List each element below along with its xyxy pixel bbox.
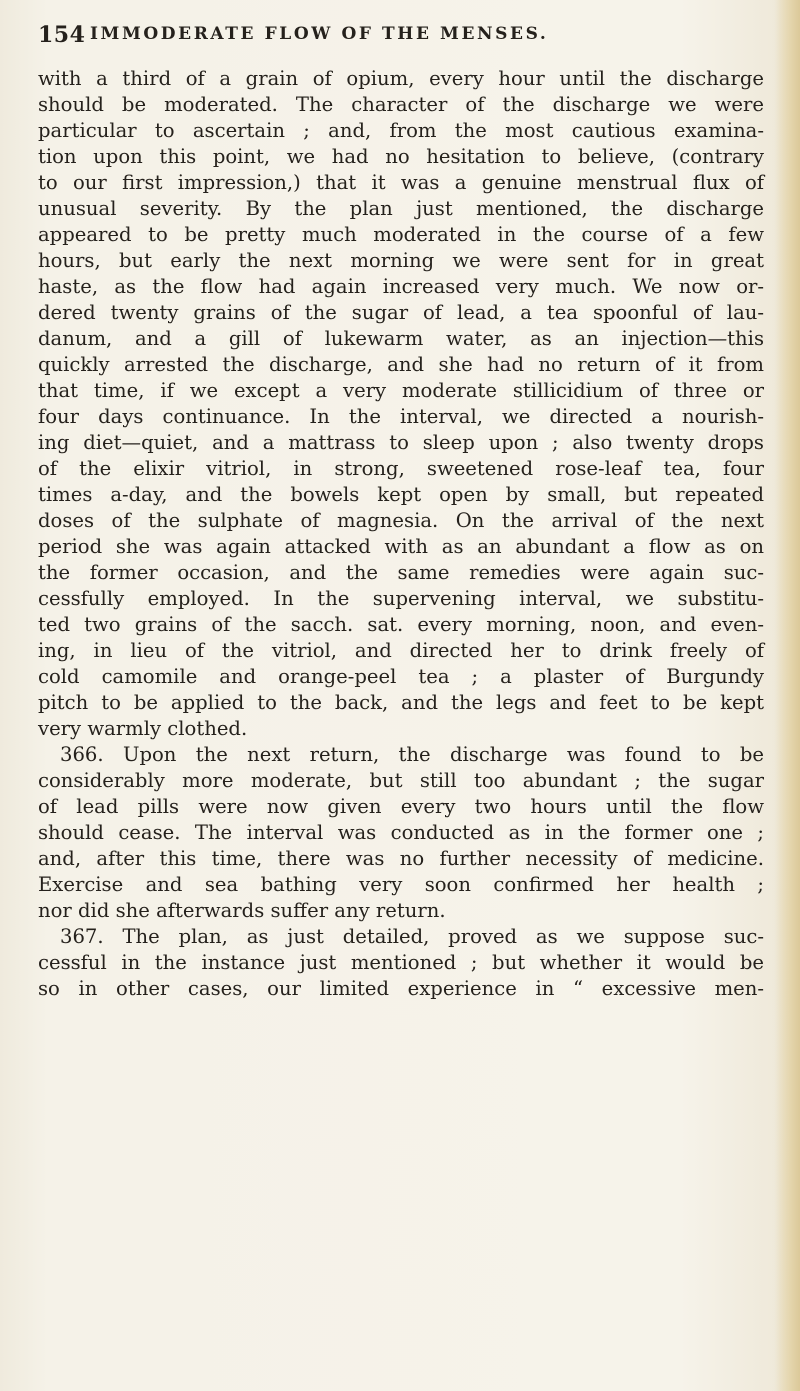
page-number: 154 bbox=[38, 22, 86, 48]
text-line: times a-day, and the bowels kept open by small, but repeated bbox=[38, 483, 764, 506]
text-line: cessfully employed. In the supervening interval, we substitu- bbox=[38, 587, 764, 610]
text-line: Exercise and sea bathing very soon confirmed her health ; bbox=[38, 873, 764, 896]
text-line: appeared to be pretty much moderated in the course of a few bbox=[38, 223, 764, 246]
text-line: haste, as the flow had again increased very much. We now or- bbox=[38, 275, 764, 298]
text-line: unusual severity. By the plan just mentioned, the discharge bbox=[38, 197, 764, 220]
text-line: the former occasion, and the same remedies were again suc- bbox=[38, 561, 764, 584]
paragraph-end-line: very warmly clothed. bbox=[38, 717, 248, 740]
text-line: should be moderated. The character of the discharge we were bbox=[38, 93, 764, 116]
text-line: should cease. The interval was conducted as in the former one ; bbox=[38, 821, 764, 844]
text-line: cessful in the instance just mentioned ; but whether it would be bbox=[38, 951, 764, 974]
page-edge-stain bbox=[774, 0, 800, 1391]
text-line: ing, in lieu of the vitriol, and directed her to drink freely of bbox=[38, 639, 764, 662]
section-367-start-line: 367. The plan, as just detailed, proved as we suppose suc- bbox=[60, 925, 764, 948]
text-line: period she was again attacked with as an abundant a flow as on bbox=[38, 535, 764, 558]
text-line: and, after this time, there was no further necessity of medicine. bbox=[38, 847, 764, 870]
text-line: four days continuance. In the interval, we directed a nourish- bbox=[38, 405, 764, 428]
text-line: quickly arrested the discharge, and she had no return of it from bbox=[38, 353, 764, 376]
text-line: considerably more moderate, but still too abundant ; the sugar bbox=[38, 769, 764, 792]
paragraph-end-line: nor did she afterwards suffer any return. bbox=[38, 899, 446, 922]
text-line: particular to ascertain ; and, from the most cautious examina- bbox=[38, 119, 764, 142]
text-line: pitch to be applied to the back, and the legs and feet to be kept bbox=[38, 691, 764, 714]
text-line: of lead pills were now given every two hours until the flow bbox=[38, 795, 764, 818]
text-line: hours, but early the next morning we were sent for in great bbox=[38, 249, 764, 272]
text-line: so in other cases, our limited experience in “ excessive men- bbox=[38, 977, 764, 1000]
text-line: tion upon this point, we had no hesitation to believe, (contrary bbox=[38, 145, 764, 168]
section-366-start-line: 366. Upon the next return, the discharge was found to be bbox=[60, 743, 764, 766]
text-line: danum, and a gill of lukewarm water, as an injection—this bbox=[38, 327, 764, 350]
text-line: to our first impression,) that it was a genuine menstrual flux of bbox=[38, 171, 764, 194]
text-line: of the elixir vitriol, in strong, sweetened rose-leaf tea, four bbox=[38, 457, 764, 480]
body-text bbox=[38, 66, 764, 1002]
running-head: IMMODERATE FLOW OF THE MENSES. bbox=[90, 24, 549, 44]
page-header bbox=[38, 22, 758, 56]
text-line: dered twenty grains of the sugar of lead, a tea spoonful of lau- bbox=[38, 301, 764, 324]
text-line: with a third of a grain of opium, every hour until the discharge bbox=[38, 67, 764, 90]
text-line: cold camomile and orange-peel tea ; a plaster of Burgundy bbox=[38, 665, 764, 688]
text-line: doses of the sulphate of magnesia. On the arrival of the next bbox=[38, 509, 764, 532]
text-line: ted two grains of the sacch. sat. every morning, noon, and even- bbox=[38, 613, 764, 636]
text-line: that time, if we except a very moderate stillicidium of three or bbox=[38, 379, 764, 402]
text-line: ing diet—quiet, and a mattrass to sleep upon ; also twenty drops bbox=[38, 431, 764, 454]
